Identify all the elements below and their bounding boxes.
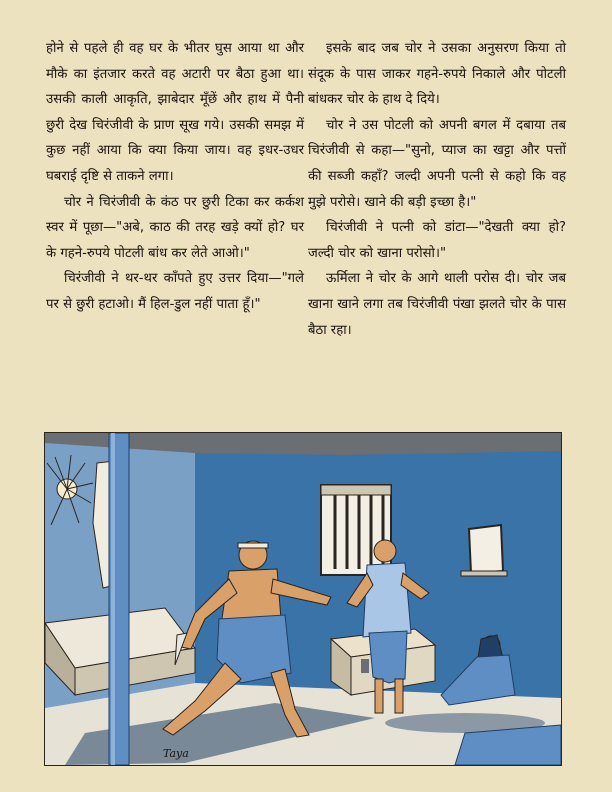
illustration-scene <box>45 433 561 765</box>
left-text-column <box>46 36 304 318</box>
right-text-column <box>308 36 566 343</box>
left-paragraph-3: चिरंजीवी ने थर-थर काँपते हुए उत्तर दिया—"गले पर से छुरी हटाओ। मैं हिल-डुल नहीं पाता हूँ।" <box>46 271 304 312</box>
artist-signature: Taya <box>163 747 189 760</box>
right-paragraph-3: चिरंजीवी ने पत्नी को डांटा—"देखती क्या हो? जल्दी चोर को खाना परोसो।" <box>308 220 566 261</box>
left-paragraph-2: चोर ने चिरंजीवी के कंठ पर छुरी टिका कर कर्कश स्वर में पूछा—"अबे, काठ की तरह खड़े क्यों हो? घर के गहने-रुपये पोटली बांध कर लेते आओ।" <box>46 194 304 261</box>
right-paragraph-1: इसके बाद जब चोर ने उसका अनुसरण किया तो संदूक के पास जाकर गहने-रुपये निकाले और पोटली बांधकर चोर के हाथ दे दिये। <box>308 41 566 108</box>
left-paragraph-1: होने से पहले ही वह घर के भीतर घुस आया था और मौके का इंतजार करते वह अटारी पर बैठा हुआ था। उसकी काली आकृति, झाबेदार मूँछें और हाथ में पैनी छुरी देख चिरंजीवी के प्राण सूख गये। उसकी समझ में कुछ नहीं आया कि क्या किया जाय। वह इधर-उधर घबराई दृष्टि से ताकने लगा। <box>46 41 304 184</box>
right-paragraph-2: चोर ने उस पोटली को अपनी बगल में दबाया तब चिरंजीवी से कहा—"सुनो, प्याज का खट्टा और पत्तों की सब्जी कहाँ? जल्दी अपनी पत्नी से कहो कि वह मुझे परोसे। खाने की बड़ी इच्छा है।" <box>308 117 566 210</box>
story-illustration <box>44 432 562 766</box>
right-paragraph-4: ऊर्मिला ने चोर के आगे थाली परोस दी। चोर जब खाना खाने लगा तब चिरंजीवी पंखा झलते चोर के पास बैठा रहा। <box>308 271 566 338</box>
post-highlight <box>111 433 115 765</box>
